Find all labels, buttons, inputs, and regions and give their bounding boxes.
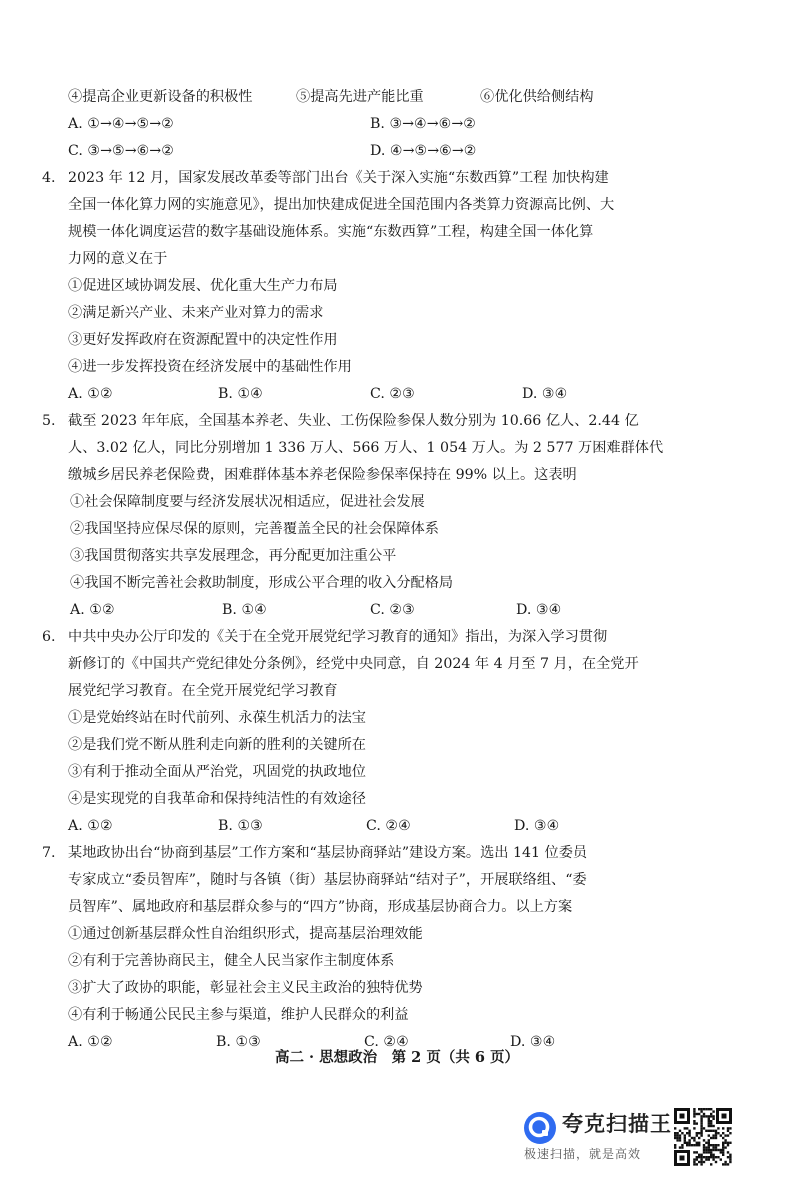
option-text: ①② [87,1034,113,1050]
option-label: B. [218,386,233,402]
q3-item-4: ④提高企业更新设备的积极性 [68,89,253,105]
q7-stem-line: 某地政协出台“协商到基层”工作方案和“基层协商驿站”建设方案。选出 141 位委员 [68,845,588,861]
option-label: B. [222,602,237,618]
q3-option-b [370,117,476,131]
brand-slogan: 极速扫描，就是高效 [524,1147,642,1161]
option-text: ②④ [385,818,411,834]
q6-item: ④是实现党的自我革命和保持纯洁性的有效途径 [68,791,366,807]
option-label: D. [510,1034,526,1050]
q7-number: 7. [42,845,56,861]
q5-stem-line: 截至 2023 年年底，全国基本养老、失业、工伤保险参保人数分别为 10.66 亿人、2.44 亿 [68,413,639,429]
quark-logo-icon [522,1110,558,1146]
option-label: A. [68,818,83,834]
q7-option-d [510,1035,555,1049]
q7-option-a [68,1035,113,1049]
option-text: ①③ [237,818,263,834]
option-label: C. [68,143,83,159]
option-label: A. [68,1034,83,1050]
option-text: ③④ [535,602,562,618]
q5-option-b [222,603,267,617]
q6-item: ②是我们党不断从胜利走向新的胜利的关键所在 [68,737,366,753]
option-text: ①→④→⑤→② [87,116,174,132]
option-text: ②③ [389,386,415,402]
option-text: ③④ [541,386,568,402]
q5-option-a [70,603,115,617]
q4-item: ②满足新兴产业、未来产业对算力的需求 [68,305,324,321]
q6-item: ①是党始终站在时代前列、永葆生机活力的法宝 [68,710,366,726]
q4-stem-line: 全国一体化算力网的实施意见》，提出加快建成促进全国范围内各类算力资源高比例、大 [68,197,615,213]
option-label: C. [366,818,381,834]
option-text: ①③ [235,1034,261,1050]
option-label: D. [516,602,532,618]
q7-item: ③扩大了政协的职能，彰显社会主义民主政治的独特优势 [68,980,423,996]
option-text: ①② [89,602,115,618]
option-text: ②④ [383,1034,409,1050]
q3-item-6: ⑥优化供给侧结构 [480,89,594,105]
option-label: D. [514,818,530,834]
q7-item: ②有利于完善协商民主，健全人民当家作主制度体系 [68,953,395,969]
q5-option-c [370,603,415,617]
q7-option-b [216,1035,261,1049]
q3-item-5: ⑤提高先进产能比重 [296,89,424,105]
q6-stem-line: 展党纪学习教育。在全党开展党纪学习教育 [68,683,338,699]
q4-option-c [370,387,415,401]
q5-item: ④我国不断完善社会救助制度，形成公平合理的收入分配格局 [70,575,454,591]
option-text: ③→④→⑥→② [389,116,476,132]
q7-stem-line: 员智库”、属地政府和基层群众参与的“四方”协商，形成基层协商合力。以上方案 [68,899,573,915]
q7-stem-line: 专家成立“委员智库”，随时与各镇（街）基层协商驿站“结对子”，开展联络组、“委 [68,872,587,888]
q4-stem-line: 规模一体化调度运营的数字基础设施体系。实施“东数西算”工程，构建全国一体化算 [68,224,594,240]
option-text: ④→⑤→⑥→② [389,143,477,159]
option-text: ①② [87,386,113,402]
brand-name: 夸克扫描王 [562,1112,672,1136]
option-text: ③④ [529,1034,556,1050]
q5-item: ③我国贯彻落实共享发展理念，再分配更加注重公平 [70,548,397,564]
option-text: ①④ [237,386,263,402]
q5-stem-line: 缴城乡居民养老保险费，困难群体基本养老保险参保率保持在 99% 以上。这表明 [68,467,577,483]
q7-item: ①通过创新基层群众性自治组织形式，提高基层治理效能 [68,926,423,942]
q4-item: ④进一步发挥投资在经济发展中的基础性作用 [68,359,352,375]
option-label: D. [522,386,538,402]
q3-option-d [370,144,476,158]
q4-item: ①促进区域协调发展、优化重大生产力布局 [68,278,338,294]
q6-stem-line: 新修订的《中国共产党纪律处分条例》，经党中央同意，自 2024 年 4 月至 7 月，在全党开 [68,656,639,672]
q4-option-a [68,387,113,401]
q4-number: 4. [42,170,56,186]
q4-option-d [522,387,567,401]
option-label: C. [364,1034,379,1050]
option-label: B. [216,1034,231,1050]
qr-code-icon [672,1106,734,1168]
q5-stem-line: 人、3.02 亿人，同比分别增加 1 336 万人、566 万人、1 054 万人。为 2 577 万困难群体代 [68,440,664,456]
q6-stem-line: 中共中央办公厅印发的《关于在全党开展党纪学习教育的通知》指出，为深入学习贯彻 [68,629,608,645]
q7-item: ④有利于畅通公民民主参与渠道，维护人民群众的利益 [68,1007,409,1023]
q6-option-a [68,819,113,833]
option-text: ①② [87,818,113,834]
q5-item: ①社会保障制度要与经济发展状况相适应，促进社会发展 [70,494,425,510]
q6-option-d [514,819,559,833]
option-label: A. [70,602,85,618]
scanner-watermark [522,1106,672,1166]
q6-number: 6. [42,629,56,645]
q4-item: ③更好发挥政府在资源配置中的决定性作用 [68,332,338,348]
q6-item: ③有利于推动全面从严治党，巩固党的执政地位 [68,764,366,780]
option-label: C. [370,602,385,618]
option-text: ③④ [533,818,560,834]
q3-option-a [68,117,174,131]
option-label: A. [68,116,83,132]
q5-option-d [516,603,561,617]
option-label: D. [370,143,386,159]
option-label: B. [218,818,233,834]
option-text: ②③ [389,602,415,618]
q4-stem-line: 力网的意义在于 [68,251,168,267]
option-label: B. [370,116,385,132]
page-footer: 高二 · 思想政治 第 2 页（共 6 页） [274,1049,519,1066]
q3-option-c [68,144,174,158]
option-text: ①④ [241,602,267,618]
option-label: C. [370,386,385,402]
option-text: ③→⑤→⑥→② [87,143,174,159]
q5-item: ②我国坚持应保尽保的原则，完善覆盖全民的社会保障体系 [70,521,439,537]
q7-option-c [364,1035,409,1049]
q6-option-c [366,819,411,833]
q4-stem-line: 2023 年 12 月，国家发展改革委等部门出台《关于深入实施“东数西算”工程 加快构建 [68,170,609,186]
q4-option-b [218,387,263,401]
q6-option-b [218,819,263,833]
q5-number: 5. [42,413,56,429]
option-label: A. [68,386,83,402]
